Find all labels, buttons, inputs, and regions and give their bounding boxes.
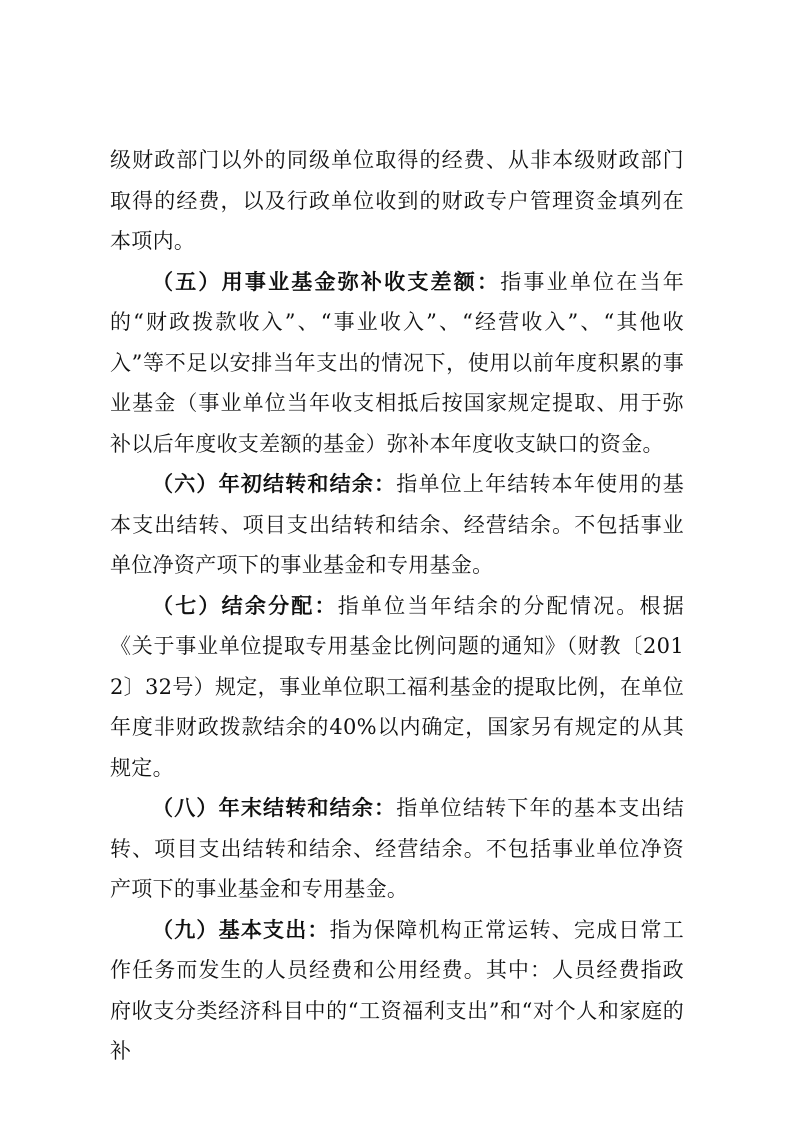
- document-body: [110, 140, 684, 1072]
- paragraph-heading: （九）基本支出：: [152, 917, 330, 942]
- paragraph-heading: （七）结余分配：: [152, 593, 338, 618]
- paragraph-item-9: [110, 910, 684, 1072]
- paragraph-continuation: [110, 140, 684, 262]
- paragraph-text: 级财政部门以外的同级单位取得的经费、从非本级财政部门取得的经费，以及行政单位收到的财政专户管理资金填列在本项内。: [110, 148, 684, 253]
- paragraph-text: 指单位结转下年的基本支出结转、项目支出结转和结余、经营结余。不包括事业单位净资产项下的事业基金和专用基金。: [110, 796, 684, 901]
- paragraph-text: 指单位当年结余的分配情况。根据《关于事业单位提取专用基金比例问题的通知》（财教〔2012〕32号）规定，事业单位职工福利基金的提取比例，在单位年度非财政拨款结余的40%以内确定，国家另有规定的从其规定。: [110, 593, 685, 780]
- paragraph-heading: （五）用事业基金弥补收支差额：: [152, 269, 501, 294]
- paragraph-text: 指为保障机构正常运转、完成日常工作任务而发生的人员经费和公用经费。其中：人员经费指政府收支分类经济科目中的“工资福利支出”和“对个人和家庭的补: [110, 917, 684, 1063]
- paragraph-item-5: [110, 262, 684, 465]
- paragraph-text: 指事业单位在当年的“财政拨款收入”、“事业收入”、“经营收入”、“其他收入”等不足以安排当年支出的情况下，使用以前年度积累的事业基金（事业单位当年收支相抵后按国家规定提取、用于弥补以后年度收支差额的基金）弥补本年度收支缺口的资金。: [110, 269, 684, 456]
- paragraph-item-6: [110, 464, 684, 586]
- paragraph-item-8: [110, 788, 684, 910]
- paragraph-heading: （六）年初结转和结余：: [152, 472, 397, 496]
- paragraph-heading: （八）年末结转和结余：: [152, 796, 397, 820]
- paragraph-text: 指单位上年结转本年使用的基本支出结转、项目支出结转和结余、经营结余。不包括事业单位净资产项下的事业基金和专用基金。: [110, 472, 684, 577]
- paragraph-item-7: [110, 586, 684, 789]
